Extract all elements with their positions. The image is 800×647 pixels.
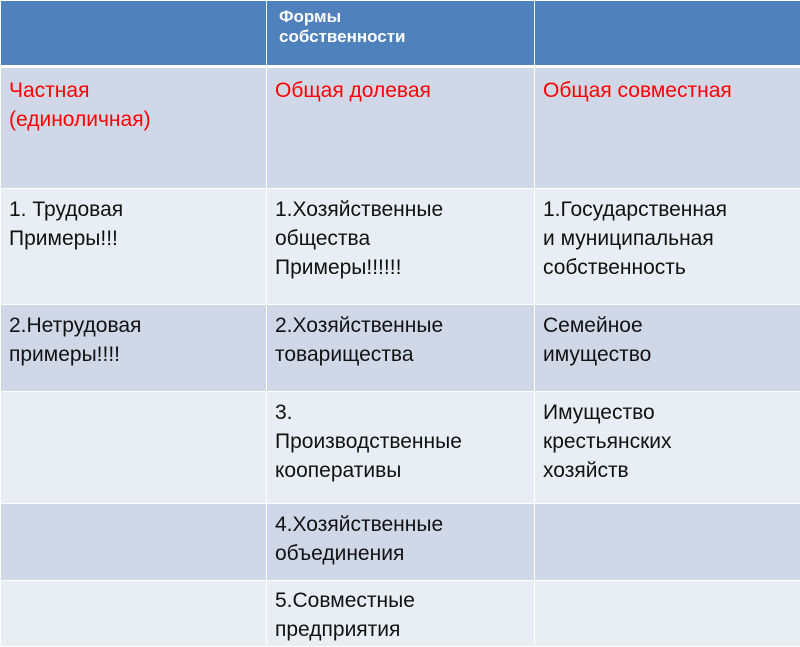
category-private: Частная (единоличная) (9, 76, 258, 134)
cell-text: 5.Совместные предприятия (275, 586, 526, 644)
cell-text: 3. Производственные кооперативы (275, 398, 526, 485)
category-shared: Общая долевая (275, 76, 526, 105)
header-cell (1, 1, 267, 67)
table-header-row (1, 1, 800, 67)
category-cell-shared (267, 67, 535, 189)
table-title: Формы собственности (279, 7, 526, 47)
table-cell (267, 504, 535, 581)
cell-text: Имущество крестьянских хозяйств (543, 398, 792, 485)
category-cell-private (1, 67, 267, 189)
category-cell-joint (535, 67, 800, 189)
cell-text: 2.Хозяйственные товарищества (275, 311, 526, 369)
table-cell (535, 581, 800, 647)
cell-text: 1.Государственная и муниципальная собственность (543, 195, 792, 282)
table-cell (267, 189, 535, 305)
table-cell (1, 392, 267, 504)
table-cell (1, 305, 267, 392)
table-row-categories (1, 67, 800, 189)
header-cell (535, 1, 800, 67)
table-row (1, 504, 800, 581)
table-cell (535, 392, 800, 504)
table-cell (267, 305, 535, 392)
table-cell (267, 392, 535, 504)
table-row (1, 392, 800, 504)
table-row (1, 581, 800, 647)
header-cell-title (267, 1, 535, 67)
table-row (1, 305, 800, 392)
table-cell (1, 581, 267, 647)
table-cell (1, 189, 267, 305)
cell-text: 2.Нетрудовая примеры!!!! (9, 311, 258, 369)
cell-text: Семейное имущество (543, 311, 792, 369)
table-cell (1, 504, 267, 581)
cell-text: 1. Трудовая Примеры!!! (9, 195, 258, 253)
table-cell (535, 504, 800, 581)
category-joint: Общая совместная (543, 76, 792, 105)
cell-text: 4.Хозяйственные объединения (275, 510, 526, 568)
table-cell (535, 189, 800, 305)
cell-text: 1.Хозяйственные общества Примеры!!!!!! (275, 195, 526, 282)
table-row (1, 189, 800, 305)
table-cell (535, 305, 800, 392)
table-cell (267, 581, 535, 647)
